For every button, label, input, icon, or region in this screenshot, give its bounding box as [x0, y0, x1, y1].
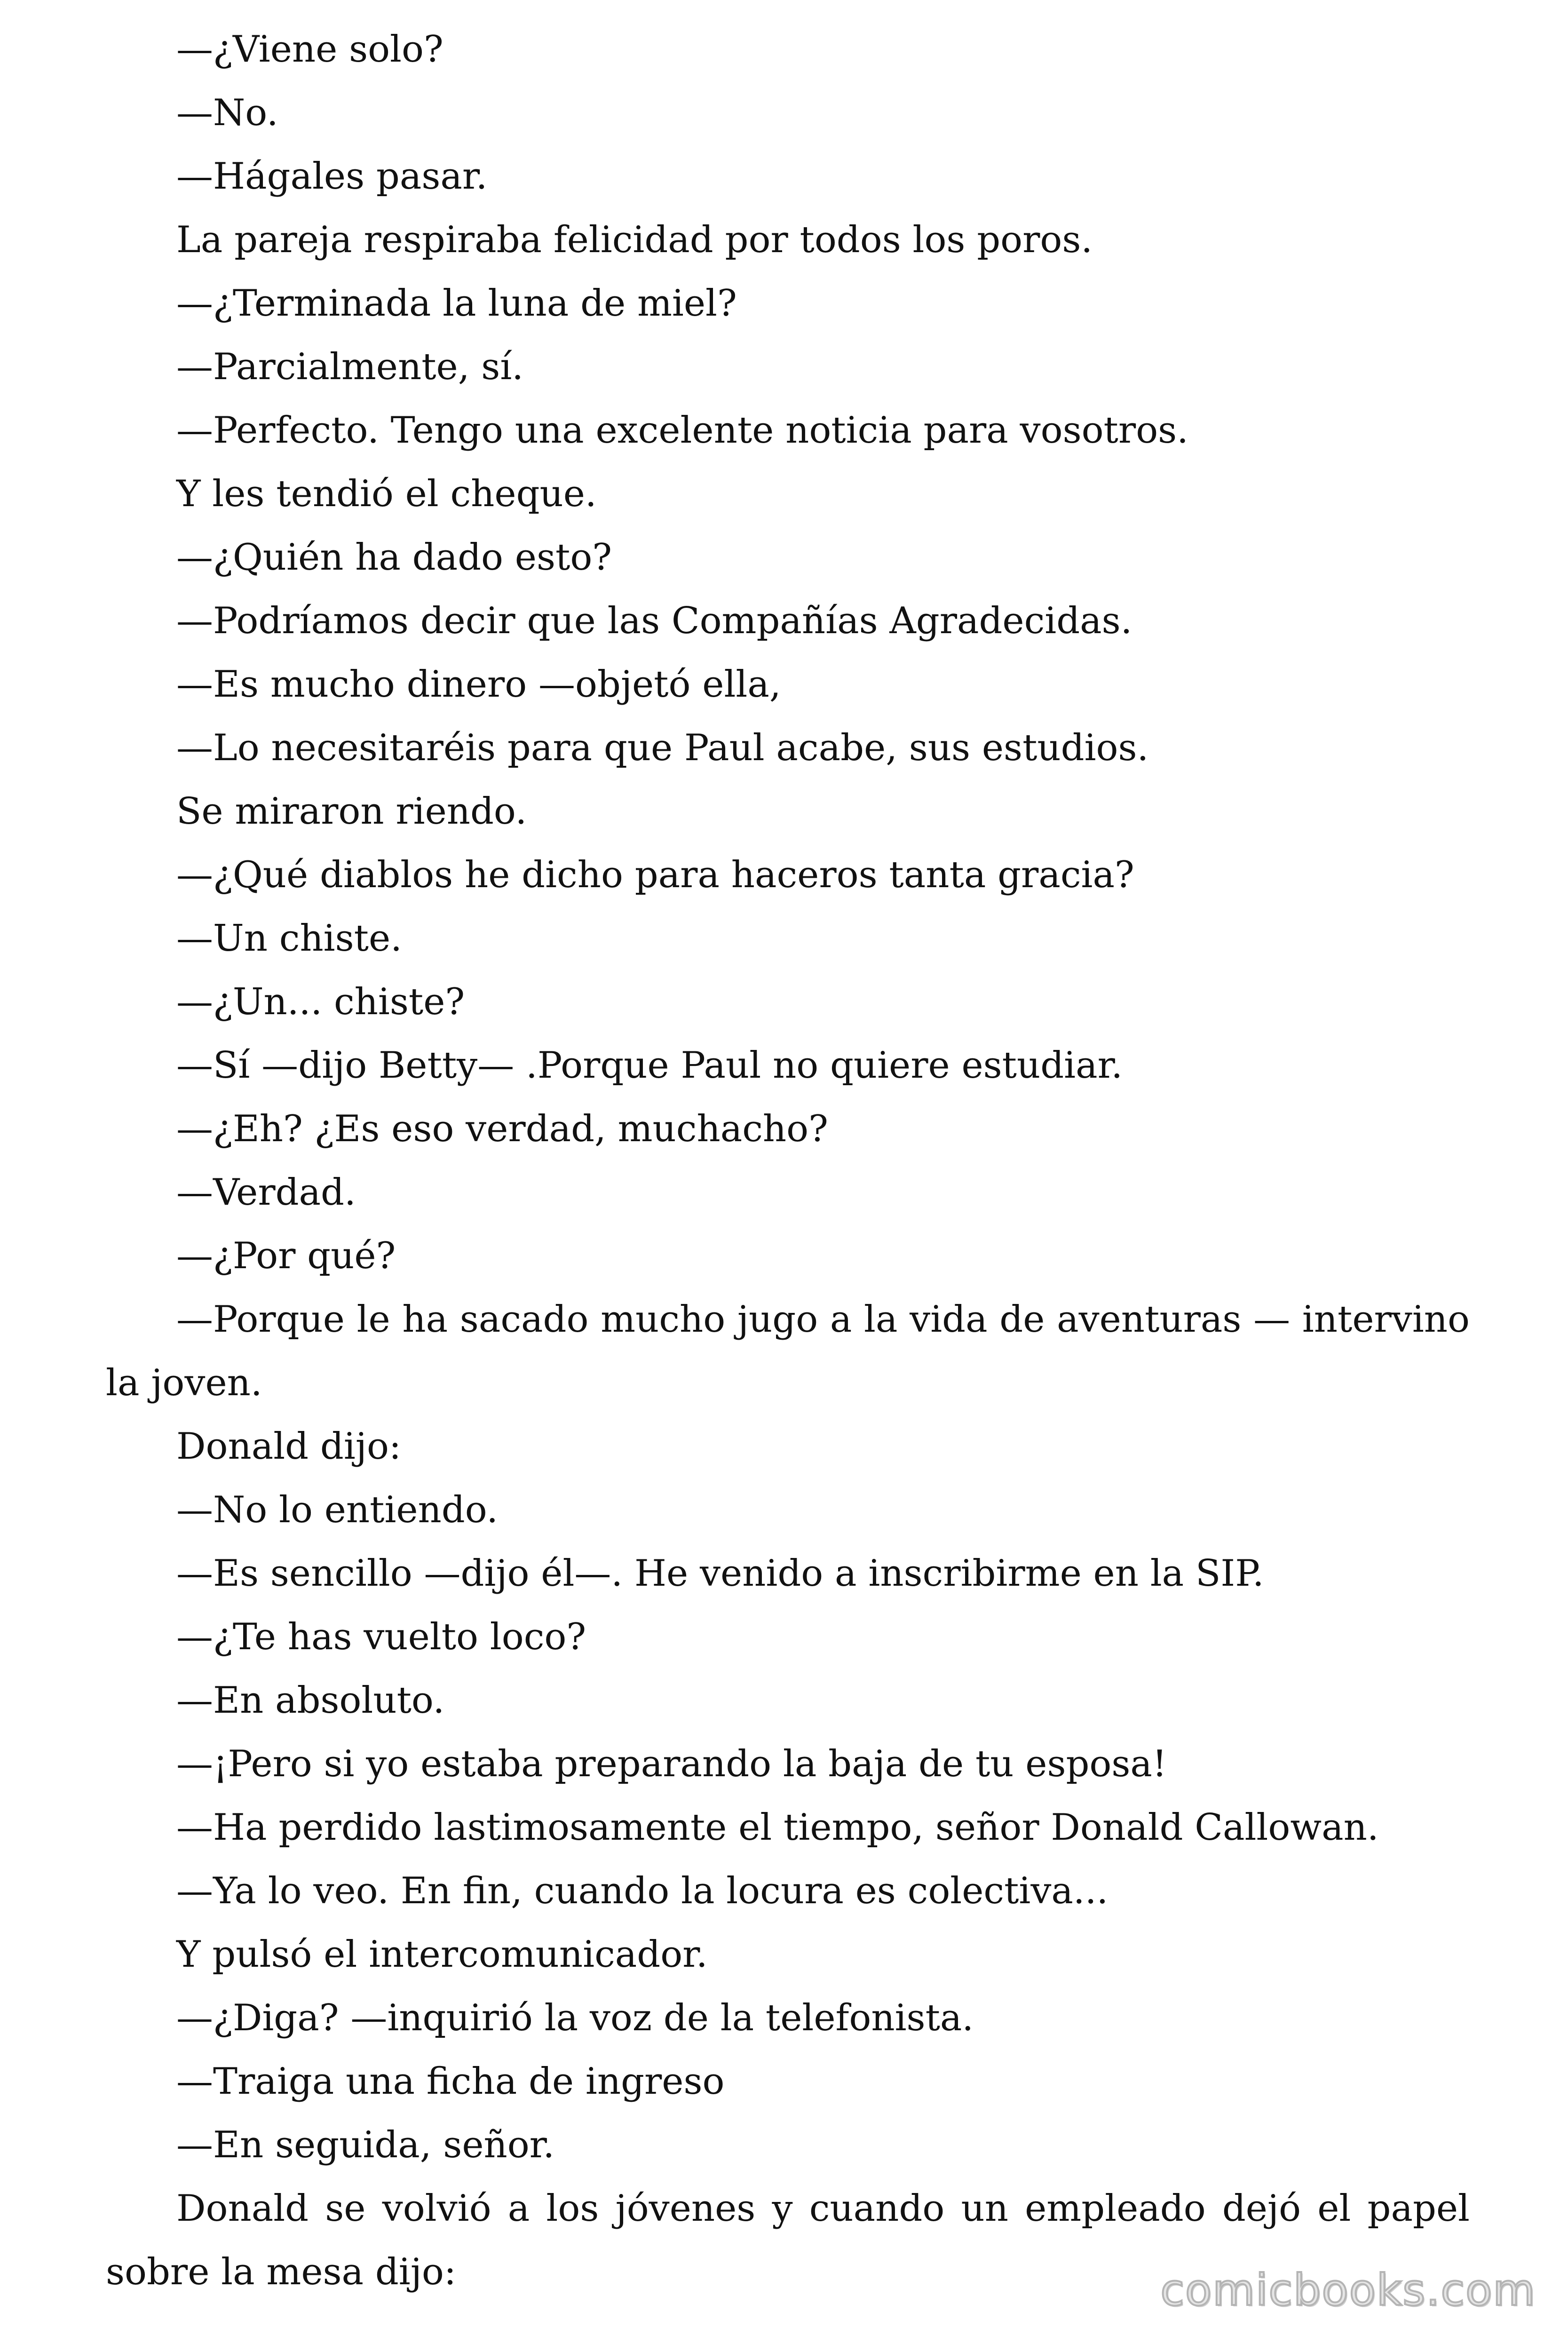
paragraph: —Sí —dijo Betty— .Porque Paul no quiere estudiar. — [176, 1044, 1123, 1087]
paragraph: —Es sencillo —dijo él—. He venido a inscribirme en la SIP. — [176, 1552, 1264, 1595]
paragraph: —Podríamos decir que las Compañías Agradecidas. — [176, 600, 1132, 642]
paragraph: —Ya lo veo. En fin, cuando la locura es colectiva... — [176, 1870, 1109, 1912]
paragraph: —Parcialmente, sí. — [176, 346, 524, 388]
paragraph: —Traiga una ficha de ingreso — [176, 2060, 725, 2103]
paragraph: —Perfecto. Tengo una excelente noticia para vosotros. — [176, 409, 1188, 452]
paragraph: Donald se volvió a los jóvenes y cuando un empleado dejó el papel sobre la mesa dijo: — [106, 2187, 1470, 2293]
paragraph: —¿Por qué? — [176, 1235, 396, 1277]
paragraph: —No. — [176, 92, 278, 134]
paragraph: Donald dijo: — [176, 1425, 402, 1468]
paragraph: —Porque le ha sacado mucho jugo a la vida de aventuras — intervino la joven. — [106, 1298, 1470, 1404]
paragraph: Y les tendió el cheque. — [176, 473, 597, 515]
paragraph: La pareja respiraba felicidad por todos los poros. — [176, 219, 1093, 261]
paragraph: —Verdad. — [176, 1171, 356, 1214]
paragraph: —¡Pero si yo estaba preparando la baja de tu esposa! — [176, 1743, 1167, 1785]
paragraph: —¿Te has vuelto loco? — [176, 1616, 586, 1658]
paragraph: —¿Eh? ¿Es eso verdad, muchacho? — [176, 1108, 828, 1150]
body-text — [106, 18, 1470, 2304]
paragraph: —¿Terminada la luna de miel? — [176, 282, 737, 325]
paragraph: Y pulsó el intercomunicador. — [176, 1933, 708, 1976]
paragraph: —¿Diga? —inquirió la voz de la telefonista. — [176, 1997, 974, 2039]
paragraph: —Es mucho dinero —objetó ella, — [176, 663, 781, 706]
paragraph: —¿Qué diablos he dicho para haceros tanta gracia? — [176, 854, 1134, 896]
watermark-text: comicbooks.com — [1160, 2265, 1536, 2315]
paragraph: Se miraron riendo. — [176, 790, 527, 833]
paragraph: —Ha perdido lastimosamente el tiempo, señor Donald Callowan. — [176, 1806, 1379, 1849]
paragraph: —En seguida, señor. — [176, 2124, 555, 2166]
paragraph: —Lo necesitaréis para que Paul acabe, sus estudios. — [176, 727, 1149, 769]
paragraph: —Hágales pasar. — [176, 155, 488, 198]
paragraph: —¿Un... chiste? — [176, 981, 465, 1023]
paragraph: —Un chiste. — [176, 917, 402, 960]
paragraph: —¿Viene solo? — [176, 28, 443, 71]
paragraph: —No lo entiendo. — [176, 1489, 499, 1531]
paragraph: —¿Quién ha dado esto? — [176, 536, 612, 579]
paragraph: —En absoluto. — [176, 1679, 445, 1722]
